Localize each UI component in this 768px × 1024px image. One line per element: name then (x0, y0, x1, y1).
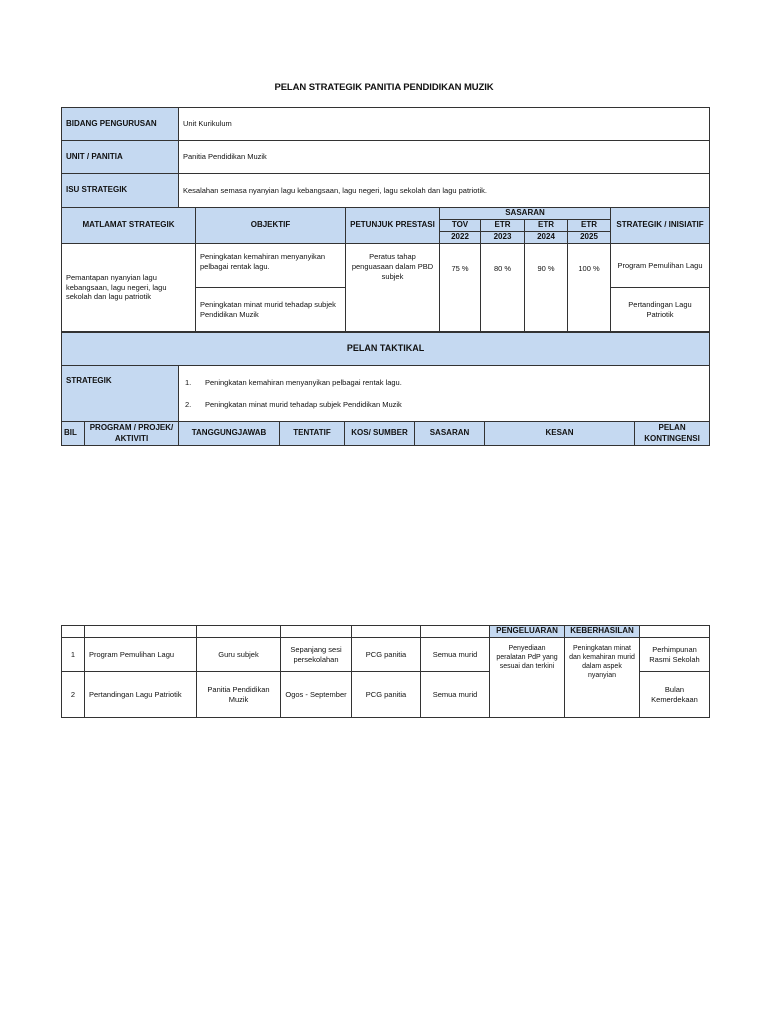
blank-cell (421, 626, 490, 638)
matlamat-value: Pemantapan nyanyian lagu kebangsaan, lagu negeri, lagu sekolah dan lagu patriotik (62, 244, 196, 332)
inisiatif-1: Program Pemulihan Lagu (611, 244, 710, 288)
keberhasilan-header: KEBERHASILAN (565, 626, 640, 638)
list-item-text: Peningkatan kemahiran menyanyikan pelbagai rentak lagu. (205, 377, 402, 387)
unit-label: UNIT / PANITIA (62, 141, 179, 174)
bidang-value: Unit Kurikulum (179, 108, 710, 141)
row-pelan: Bulan Kemerdekaan (640, 672, 710, 718)
row-bil: 1 (62, 638, 85, 672)
petunjuk-header: PETUNJUK PRESTASI (346, 208, 440, 244)
row-tanggungjawab: Guru subjek (197, 638, 281, 672)
blank-cell (62, 626, 85, 638)
row-tanggungjawab: Panitia Pendidikan Muzik (197, 672, 281, 718)
sasaran-header: SASARAN (440, 208, 611, 220)
objektif-header: OBJEKTIF (196, 208, 346, 244)
sasaran-header-taktikal: SASARAN (415, 422, 485, 446)
bil-header: BIL (62, 422, 85, 446)
inisiatif-2: Pertandingan Lagu Patriotik (611, 288, 710, 332)
blank-cell (85, 626, 197, 638)
list-item-text: Peningkatan minat murid tehadap subjek Pendidikan Muzik (205, 399, 402, 409)
document-title: PELAN STRATEGIK PANITIA PENDIDIKAN MUZIK (274, 82, 494, 93)
strategik-label: STRATEGIK (62, 366, 179, 422)
row-pengeluaran: Penyediaan peralatan PdP yang sesuai dan terkini (490, 638, 565, 718)
program-header: PROGRAM / PROJEK/ AKTIVITI (85, 422, 179, 446)
row-program: Pertandingan Lagu Patriotik (85, 672, 197, 718)
isu-value: Kesalahan semasa nyanyian lagu kebangsaan, lagu negeri, lagu sekolah dan lagu patriotik. (179, 174, 710, 208)
etr-value-3: 100 % (568, 244, 611, 332)
objektif-2: Peningkatan minat murid tehadap subjek Pendidikan Muzik (196, 288, 346, 332)
strategik-list (185, 372, 705, 416)
tov-header: TOV (440, 220, 481, 232)
unit-value: Panitia Pendidikan Muzik (179, 141, 710, 174)
blank-cell (281, 626, 352, 638)
row-tentatif: Ogos - September (281, 672, 352, 718)
year-tov: 2022 (440, 232, 481, 244)
row-pelan: Perhimpunan Rasmi Sekolah (640, 638, 710, 672)
year-etr-2: 2024 (525, 232, 568, 244)
list-item-number: 2. (185, 399, 192, 409)
tentatif-header: TENTATIF (280, 422, 345, 446)
blank-cell (197, 626, 281, 638)
year-etr-1: 2023 (481, 232, 525, 244)
row-kos: PCG panitia (352, 672, 421, 718)
list-item (185, 394, 705, 416)
etr-header-1: ETR (481, 220, 525, 232)
list-item (185, 372, 705, 394)
list-item-number: 1. (185, 377, 192, 387)
matlamat-header: MATLAMAT STRATEGIK (62, 208, 196, 244)
row-program: Program Pemulihan Lagu (85, 638, 197, 672)
pengeluaran-header: PENGELUARAN (490, 626, 565, 638)
tanggungjawab-header: TANGGUNGJAWAB (179, 422, 280, 446)
kesan-header: KESAN (485, 422, 635, 446)
strategic-table (61, 207, 710, 332)
year-etr-3: 2025 (568, 232, 611, 244)
row-tentatif: Sepanjang sesi persekolahan (281, 638, 352, 672)
petunjuk-value: Peratus tahap penguasaan dalam PBD subjek (346, 244, 440, 332)
row-sasaran: Semua murid (421, 672, 490, 718)
kos-header: KOS/ SUMBER (345, 422, 415, 446)
row-bil: 2 (62, 672, 85, 718)
etr-value-1: 80 % (481, 244, 525, 332)
tov-value: 75 % (440, 244, 481, 332)
table-row (62, 638, 710, 672)
tactical-table (61, 332, 710, 446)
strategik-inisiatif-header: STRATEGIK / INISIATIF (611, 208, 710, 244)
blank-cell (352, 626, 421, 638)
pelan-taktikal-title: PELAN TAKTIKAL (62, 333, 710, 366)
row-sasaran: Semua murid (421, 638, 490, 672)
programs-table (61, 625, 710, 718)
info-table (61, 107, 710, 208)
bidang-label: BIDANG PENGURUSAN (62, 108, 179, 141)
isu-label: ISU STRATEGIK (62, 174, 179, 208)
objektif-1: Peningkatan kemahiran menyanyikan pelbagai rentak lagu. (196, 244, 346, 288)
pelan-kontingensi-header: PELAN KONTINGENSI (635, 422, 710, 446)
strategik-list-cell (179, 366, 710, 422)
row-kos: PCG panitia (352, 638, 421, 672)
etr-header-3: ETR (568, 220, 611, 232)
blank-cell (640, 626, 710, 638)
etr-value-2: 90 % (525, 244, 568, 332)
row-keberhasilan: Peningkatan minat dan kemahiran murid dalam aspek nyanyian (565, 638, 640, 718)
etr-header-2: ETR (525, 220, 568, 232)
